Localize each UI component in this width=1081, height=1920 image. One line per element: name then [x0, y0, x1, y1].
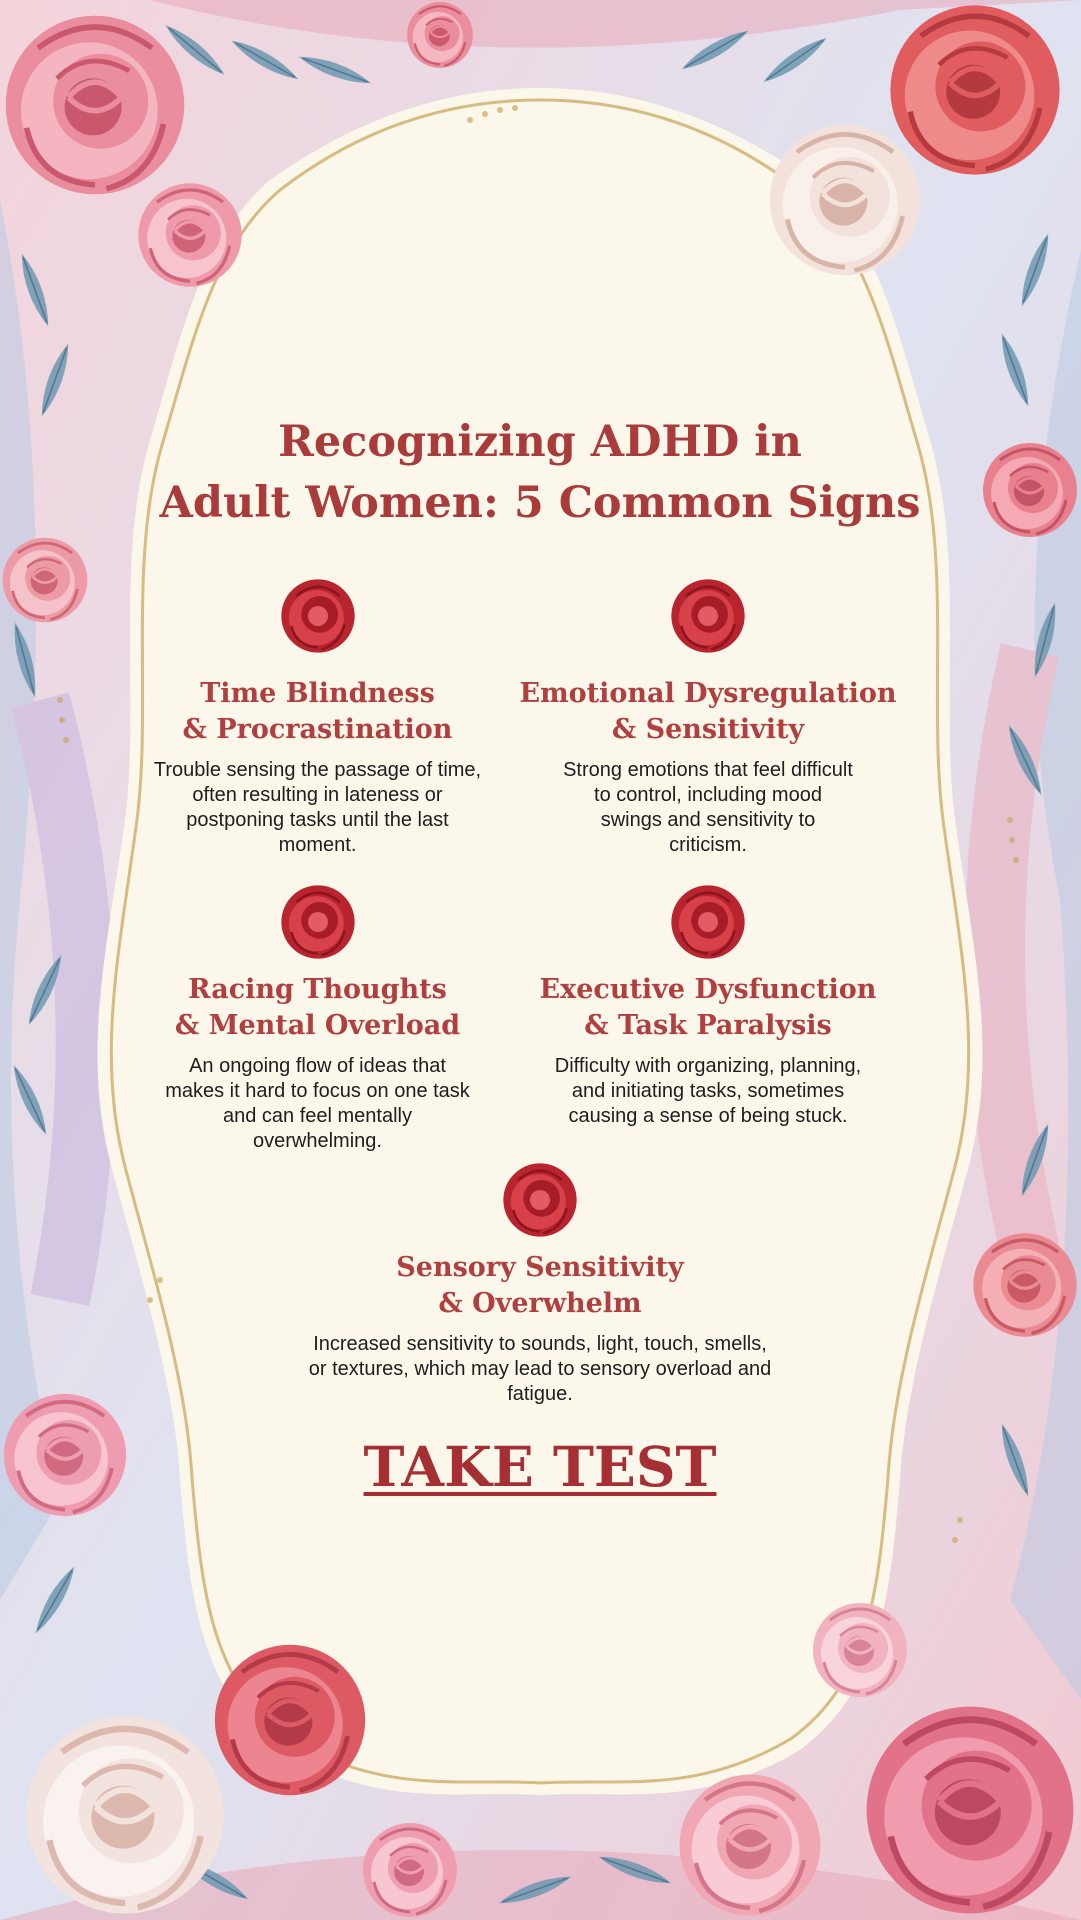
page-title-line-1: Recognizing ADHD in [278, 417, 802, 467]
sign-heading [528, 972, 888, 1044]
sign-heading-line-2: & Procrastination [182, 714, 453, 745]
sign-heading-line-1: Emotional Dysregulation [519, 678, 897, 709]
sign-description: Trouble sensing the passage of time, often resulting in lateness or postponing tasks until the last moment. [153, 759, 482, 856]
sign-description: An ongoing flow of ideas that makes it hard to focus on one task and can feel mentally overwhelming. [165, 1055, 470, 1152]
red-rose-icon [276, 576, 360, 656]
sign-card-racing-thoughts [160, 882, 475, 1154]
sign-card-executive-dysfunction [528, 882, 888, 1129]
sign-heading-line-2: & Overwhelm [438, 1288, 642, 1319]
red-rose-icon [276, 882, 360, 962]
sign-heading [160, 972, 475, 1044]
red-rose-icon [666, 576, 750, 656]
red-rose-icon [498, 1160, 582, 1240]
sign-card-time-blindness [150, 576, 485, 858]
take-test-link[interactable]: TAKE TEST [363, 1434, 717, 1499]
sign-heading-line-2: & Mental Overload [174, 1010, 461, 1041]
sign-heading [150, 676, 485, 748]
sign-heading [518, 676, 898, 748]
page-title [140, 412, 940, 534]
sign-description: Increased sensitivity to sounds, light, touch, smells, or textures, which may lead to sensory overload and fatigue. [308, 1333, 772, 1405]
sign-card-emotional-dysregulation [518, 576, 898, 858]
sign-heading-line-1: Racing Thoughts [188, 974, 447, 1005]
red-rose-icon [666, 882, 750, 962]
page-title-line-2: Adult Women: 5 Common Signs [159, 478, 921, 528]
sign-heading-line-1: Sensory Sensitivity [396, 1252, 684, 1283]
sign-heading-line-1: Executive Dysfunction [539, 974, 877, 1005]
sign-heading-line-1: Time Blindness [200, 678, 435, 709]
sign-heading-line-2: & Sensitivity [611, 714, 805, 745]
sign-heading-line-2: & Task Paralysis [584, 1010, 832, 1041]
sign-description: Strong emotions that feel difficult to control, including mood swings and sensitivity to criticism. [563, 759, 853, 856]
sign-card-sensory-sensitivity [295, 1160, 785, 1407]
sign-description: Difficulty with organizing, planning, and initiating tasks, sometimes causing a sense of being stuck. [554, 1055, 862, 1127]
sign-heading [295, 1250, 785, 1322]
